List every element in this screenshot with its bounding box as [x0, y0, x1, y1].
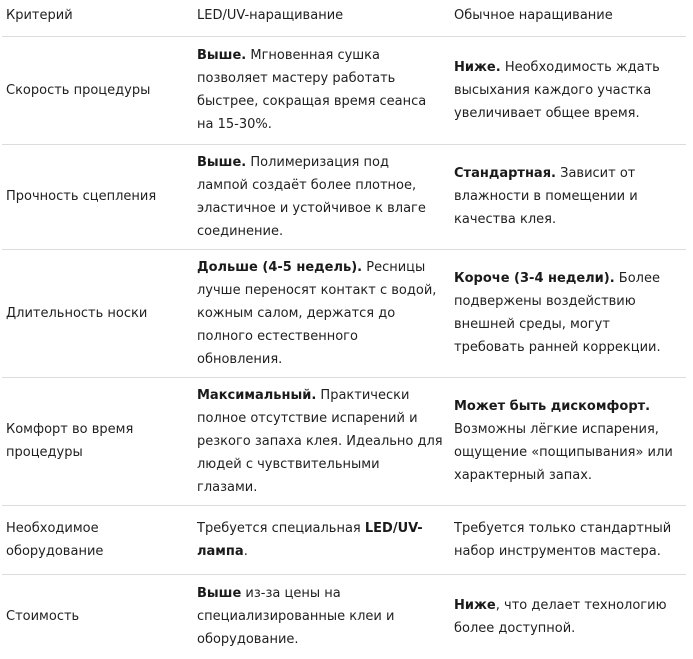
header-led-uv: LED/UV-наращивание [193, 0, 450, 36]
led-cell [193, 505, 450, 574]
classic-verdict: Короче (3-4 недели). [454, 271, 615, 286]
led-description: Мгновенная сушка позволяет мастеру работать быстрее, сокращая время сеанса на 15-30%. [197, 48, 427, 132]
criterion-cell: Необходимое оборудование [2, 505, 193, 574]
classic-cell [450, 144, 686, 249]
led-cell [193, 36, 450, 144]
classic-description: Возможны лёгкие испарения, ощущение «пощипывания» или характерный запах. [454, 422, 673, 483]
led-cell [193, 574, 450, 659]
classic-description: , что делает технологию более доступной. [454, 597, 667, 636]
led-description: Практически полное отсутствие испарений и резкого запаха клея. Идеально для людей с чувствительными глазами. [197, 387, 443, 495]
criterion-cell: Прочность сцепления [2, 144, 193, 249]
table-row [2, 144, 686, 249]
led-cell [193, 249, 450, 377]
table-row [2, 36, 686, 144]
criterion-cell: Скорость процедуры [2, 36, 193, 144]
led-equipment: LED/UV-лампа [197, 520, 423, 559]
classic-verdict: Может быть дискомфорт. [454, 399, 651, 414]
classic-description: Более подвержены воздействию внешней среды, могут требовать ранней коррекции. [454, 271, 661, 355]
classic-description: Требуется только стандартный набор инструментов мастера. [454, 520, 672, 559]
criterion-cell: Комфорт во время процедуры [2, 377, 193, 505]
table-row [2, 249, 686, 377]
header-classic: Обычное наращивание [450, 0, 686, 36]
table-row [2, 574, 686, 659]
table-header-row [2, 0, 686, 36]
led-description: . [243, 543, 248, 559]
classic-cell [450, 574, 686, 659]
classic-verdict: Ниже. [454, 59, 501, 75]
led-verdict: Дольше (4-5 недель). [197, 259, 363, 275]
led-verdict: Выше. [197, 48, 247, 63]
classic-description: Зависит от влажности в помещении и качества клея. [454, 166, 638, 227]
classic-cell [450, 249, 686, 377]
led-cell [193, 144, 450, 249]
comparison-table [2, 0, 686, 659]
classic-cell [450, 36, 686, 144]
led-description: Ресницы лучше переносят контакт с водой, кожным салом, держатся до полного естественного обновления. [197, 259, 437, 367]
classic-cell [450, 505, 686, 574]
led-cell [193, 377, 450, 505]
header-criterion: Критерий [2, 0, 193, 36]
classic-description: Необходимость ждать высыхания каждого участка увеличивает общее время. [454, 59, 660, 121]
led-verdict: Выше. [197, 154, 247, 170]
table-row [2, 377, 686, 505]
classic-verdict: Ниже [454, 597, 496, 613]
table-row [2, 505, 686, 574]
criterion-cell: Стоимость [6, 609, 80, 625]
led-description: Полимеризация под лампой создаёт более плотное, эластичное и устойчивое к влаге соединение. [197, 154, 426, 239]
led-description: из-за цены на специализированные клеи и оборудование. [197, 586, 395, 648]
classic-cell [450, 377, 686, 505]
criterion-cell: Длительность носки [2, 249, 193, 377]
led-description-prefix: Требуется специальная [197, 520, 365, 536]
led-verdict: Максимальный. [197, 387, 317, 403]
classic-verdict: Стандартная. [454, 166, 556, 181]
led-verdict: Выше [197, 586, 242, 602]
